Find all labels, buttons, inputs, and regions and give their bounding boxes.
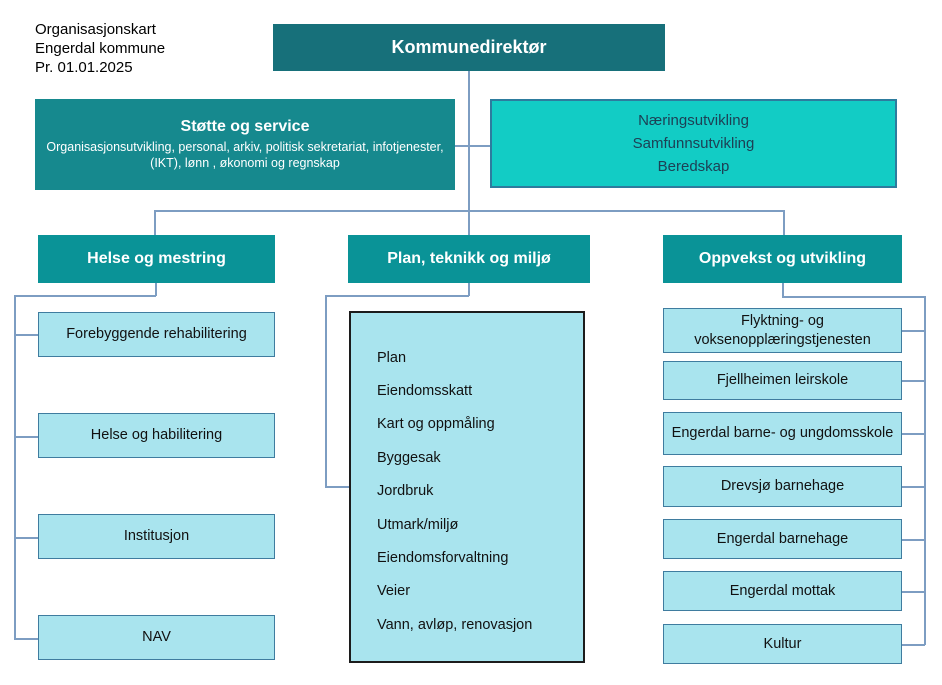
plan-item-kart-og-oppmaling: Kart og oppmåling bbox=[377, 416, 495, 433]
plan-item-jordbruk: Jordbruk bbox=[377, 483, 434, 500]
unit-label: Helse og habilitering bbox=[90, 427, 223, 443]
unit-fjellheimen-leirskole bbox=[663, 361, 902, 400]
connector-helse-unit-3 bbox=[14, 537, 38, 539]
connector-distributor bbox=[154, 210, 785, 212]
chart-organization: Engerdal kommune bbox=[35, 40, 166, 57]
dept-header-oppvekst-label: Oppvekst og utvikling bbox=[698, 250, 867, 267]
node-kommunedirektor bbox=[273, 24, 665, 71]
unit-engerdal-barnehage bbox=[663, 519, 902, 559]
chart-date: Pr. 01.01.2025 bbox=[35, 59, 133, 76]
unit-flyktning-voksenopplaering bbox=[663, 308, 902, 353]
connector-drop-oppvekst bbox=[783, 210, 785, 235]
node-kommunedirektor-label: Kommunedirektør bbox=[391, 37, 547, 57]
unit-label: Engerdal mottak bbox=[729, 582, 836, 599]
unit-helse-og-habilitering bbox=[38, 413, 275, 458]
dept-header-plan bbox=[348, 235, 590, 283]
connector-oppvekst-across bbox=[782, 296, 925, 298]
dept-header-oppvekst bbox=[663, 235, 902, 283]
naering-line-1: Næringsutvikling bbox=[638, 112, 749, 129]
unit-engerdal-barne-ungdomsskole bbox=[663, 412, 902, 455]
plan-item-eiendomsskatt: Eiendomsskatt bbox=[377, 383, 473, 400]
connector-helse-across bbox=[14, 295, 156, 297]
plan-item-eiendomsforvaltning: Eiendomsforvaltning bbox=[377, 550, 509, 567]
unit-label: Drevsjø barnehage bbox=[720, 478, 845, 494]
connector-oppvekst-unit-4 bbox=[902, 486, 925, 488]
unit-institusjon bbox=[38, 514, 275, 559]
naering-line-2: Samfunnsutvikling bbox=[632, 135, 755, 152]
connector-helse-unit-2 bbox=[14, 436, 38, 438]
connector-oppvekst-unit-7 bbox=[902, 644, 925, 646]
plan-item-plan: Plan bbox=[377, 349, 407, 366]
unit-label: Fjellheimen leirskole bbox=[716, 372, 849, 388]
plan-item-veier: Veier bbox=[377, 583, 411, 600]
connector-plan-rail bbox=[325, 295, 327, 487]
dept-header-plan-label: Plan, teknikk og miljø bbox=[387, 250, 551, 267]
unit-kultur bbox=[663, 624, 902, 664]
plan-item-vann-avlop-renovasjon: Vann, avløp, renovasjon bbox=[377, 616, 533, 633]
connector-oppvekst-unit-5 bbox=[902, 539, 925, 541]
unit-forebyggende-rehabilitering bbox=[38, 312, 275, 357]
unit-label: Kultur bbox=[763, 635, 802, 652]
plan-list bbox=[377, 341, 532, 642]
connector-helse-rail bbox=[14, 295, 16, 639]
unit-plan-teknikk-list bbox=[349, 311, 585, 663]
connector-oppvekst-unit-6 bbox=[902, 591, 925, 593]
node-stotte-og-service bbox=[35, 99, 455, 190]
dept-header-helse bbox=[38, 235, 275, 283]
connector-plan-unit bbox=[325, 486, 349, 488]
connector-oppvekst-unit-2 bbox=[902, 380, 925, 382]
plan-item-byggesak: Byggesak bbox=[377, 449, 441, 466]
connector-helse-unit-1 bbox=[14, 334, 38, 336]
unit-drevsjo-barnehage bbox=[663, 466, 902, 507]
connector-helse-unit-4 bbox=[14, 638, 38, 640]
dept-header-helse-label: Helse og mestring bbox=[87, 250, 226, 267]
connector-oppvekst-rail bbox=[924, 296, 926, 645]
node-naeringsutvikling bbox=[490, 99, 897, 188]
unit-label: Engerdal barne- og ungdomsskole bbox=[671, 425, 894, 441]
chart-title: Organisasjonskart bbox=[35, 21, 156, 38]
unit-label: Forebyggende rehabilitering bbox=[66, 326, 247, 342]
connector-drop-helse bbox=[154, 210, 156, 235]
connector-oppvekst-unit-1 bbox=[902, 330, 925, 332]
unit-nav bbox=[38, 615, 275, 660]
chart-caption bbox=[35, 20, 165, 77]
unit-label: Institusjon bbox=[123, 528, 190, 544]
unit-label: Engerdal barnehage bbox=[716, 530, 849, 547]
unit-label: Flyktning- og voksenopplæringstjenesten bbox=[694, 312, 871, 348]
plan-item-utmark-miljo: Utmark/miljø bbox=[377, 516, 459, 533]
stotte-subtitle: Organisasjonsutvikling, personal, arkiv, politisk sekretariat, infotjenester, (IKT), lønn , økonomi og regnskap bbox=[46, 140, 444, 170]
unit-engerdal-mottak bbox=[663, 571, 902, 611]
unit-label: NAV bbox=[142, 629, 171, 645]
connector-oppvekst-unit-3 bbox=[902, 433, 925, 435]
stotte-title: Støtte og service bbox=[180, 118, 310, 135]
naering-line-3: Beredskap bbox=[657, 158, 730, 175]
connector-plan-across bbox=[325, 295, 469, 297]
connector-oppvekst-stub bbox=[782, 283, 784, 297]
connector-staff-naering bbox=[455, 145, 490, 147]
